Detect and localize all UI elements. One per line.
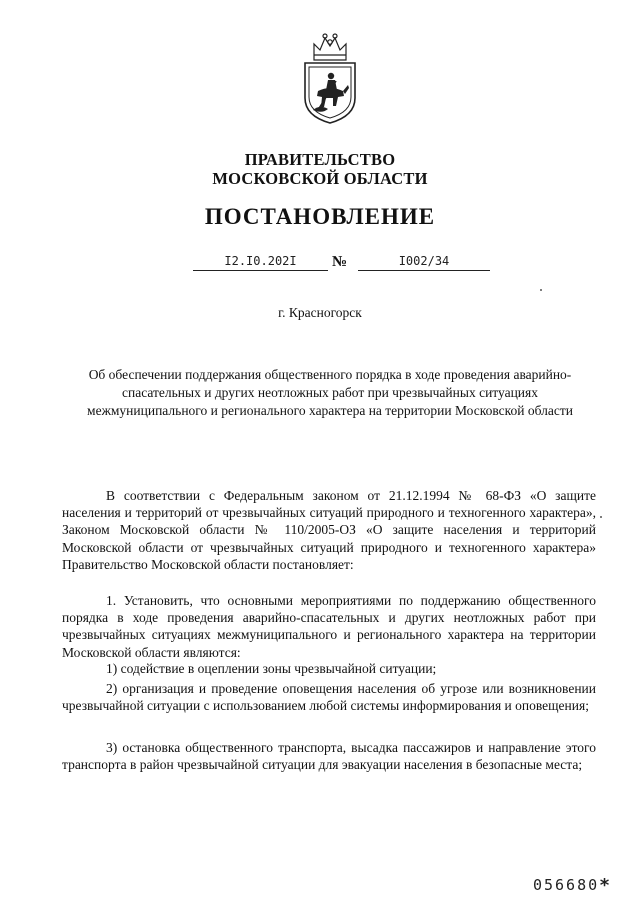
preamble-paragraph (62, 487, 596, 573)
government-title-line-2: МОСКОВСКОЙ ОБЛАСТИ (212, 169, 428, 188)
document-serial-code (533, 875, 612, 896)
clause-1-paragraph (62, 592, 596, 661)
clause-1-item-3 (62, 739, 596, 773)
clause-1-item-2 (62, 680, 596, 714)
clause-1-item-1 (62, 660, 596, 677)
paragraph-text: 2) организация и проведение оповещения населения об угрозе или возникновении чрезвычайной ситуации с использованием любой системы информирования и оповещения; (62, 681, 596, 714)
paragraph-text: 3) остановка общественного транспорта, высадка пассажиров и направление этого транспорта в район чрезвычайной ситуации для эвакуации населения в безопасные места; (62, 740, 596, 773)
paragraph-text: 1) содействие в оцеплении зоны чрезвычайной ситуации; (106, 661, 437, 676)
government-title-line-1: ПРАВИТЕЛЬСТВО (244, 150, 396, 169)
document-subject: Об обеспечении поддержания общественного порядка в ходе проведения аварийно-спасательных и других неотложных работ при чрезвычайных ситуациях межмуниципального и регионального характера на территории Московской области (87, 367, 573, 418)
paragraph-text: В соответствии с Федеральным законом от 21.12.1994 № 68-ФЗ «О защите населения и территорий от чрезвычайных ситуаций природного и техногенного характера», Законом Московской области № 110/2005-ОЗ «О защите населения и территорий Московской области от чрезвычайных ситуаций природного и техногенного характера» Правительство Московской области постановляет: (62, 488, 596, 572)
scan-speck (600, 516, 602, 518)
decree-date-field: I2.I0.202I (193, 252, 328, 271)
paragraph-text: 1. Установить, что основными мероприятиями по поддержанию общественного порядка в ходе проведения аварийно-спасательных и других неотложных работ при чрезвычайных ситуациях межмуниципального и регионального характера на территории Московской области являются: (62, 593, 596, 660)
decree-number-field: I002/34 (358, 252, 490, 271)
issuing-city: г. Красногорск (278, 305, 362, 320)
number-sign-label: № (332, 254, 348, 270)
serial-number: 056680 (532, 876, 600, 894)
scan-speck (540, 289, 542, 291)
moscow-oblast-coat-of-arms-icon (298, 30, 362, 126)
document-type-heading: ПОСТАНОВЛЕНИЕ (204, 204, 436, 229)
serial-star-mark: * (599, 875, 612, 896)
